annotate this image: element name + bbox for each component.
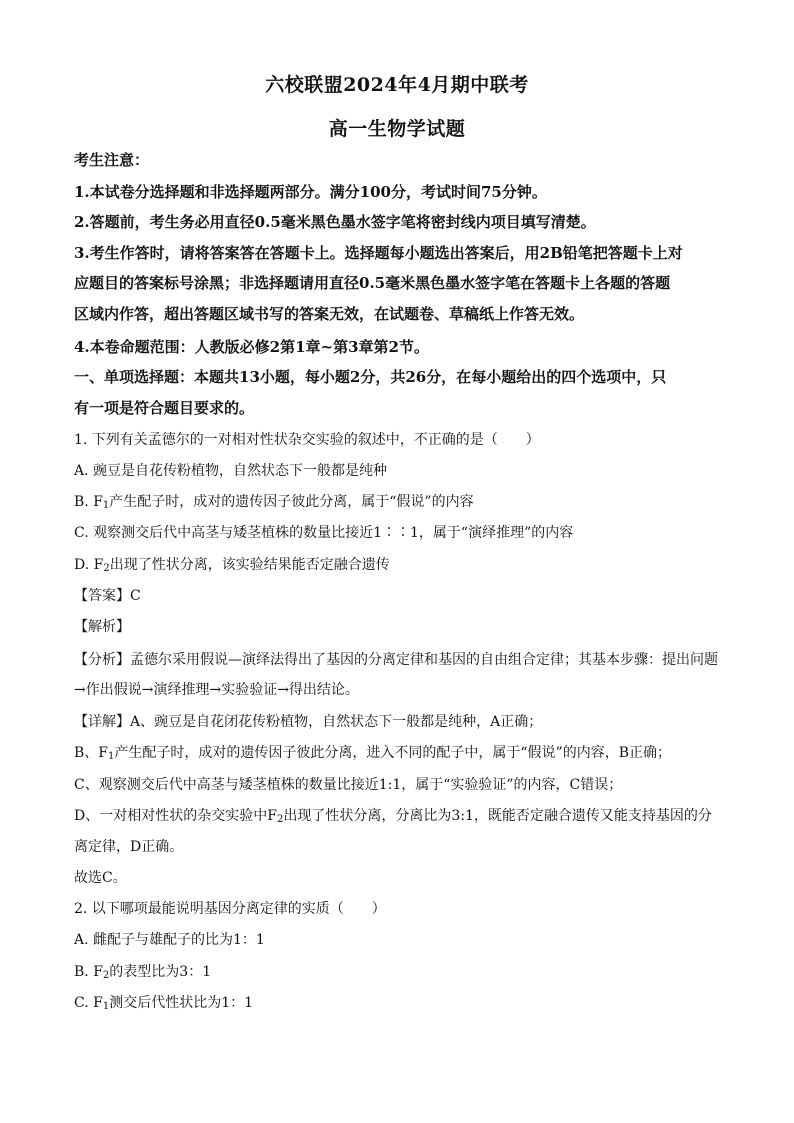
notice-heading: 考生注意：: [74, 151, 150, 169]
notice-item: 1.本试卷分选择题和非选择题两部分。满分100分，考试时间75分钟。: [74, 183, 547, 201]
analysis-text: 【分析】孟德尔采用假说—演绎法得出了基因的分离定律和基因的自由组合定律；其基本步骤：提出问题: [74, 652, 718, 668]
exam-title: 六校联盟2024年4月期中联考: [265, 74, 529, 96]
explanation-b: B、$F_1$产生配子时，成对的遗传因子彼此分离，进入不同的配子中，属于“假说”的内容，B正确；: [74, 745, 671, 762]
question-stem: 1. 下列有关孟德尔的一对相对性状杂交实验的叙述中，不正确的是（ ）: [74, 432, 540, 448]
explanation-d: D、一对相对性状的杂交实验中$F_2$出现了性状分离，分离比为3:1，既能否定融合遗传又能支持基因的分: [74, 808, 712, 825]
notice-item: 4.本卷命题范围：人教版必修2第1章~第3章第2节。: [74, 338, 429, 356]
option-d: D. $F_2$出现了性状分离，该实验结果能否定融合遗传: [74, 557, 390, 574]
analysis-text: →作出假说→演绎推理→实验验证→得出结论。: [74, 682, 359, 698]
analysis-label: 【解析】: [74, 619, 130, 635]
notice-item: 3.考生作答时，请将答案答在答题卡上。选择题每小题选出答案后，用2B铅笔把答题卡上对: [74, 244, 683, 262]
option-b: B. $F_1$产生配子时，成对的遗传因子彼此分离，属于“假说”的内容: [74, 494, 474, 511]
option-a: A. 豌豆是自花传粉植物，自然状态下一般都是纯种: [74, 463, 388, 479]
section-heading-cont: 有一项是符合题目要求的。: [74, 399, 255, 417]
exam-subtitle: 高一生物学试题: [328, 118, 466, 140]
explanation-c: C、观察测交后代中高茎与矮茎植株的数量比接近1:1，属于“实验验证”的内容，C错误；: [74, 777, 623, 793]
option-c: C. $F_1$测交后代性状比为1：1: [74, 995, 254, 1012]
notice-item: 应题目的答案标号涂黑；非选择题请用直径0.5毫米黑色墨水签字笔在答题卡上各题的答题: [74, 274, 671, 292]
notice-item: 2.答题前，考生务必用直径0.5毫米黑色墨水签字笔将密封线内项目填写清楚。: [74, 213, 596, 231]
section-heading: 一、单项选择题：本题共13小题，每小题2分，共26分，在每小题给出的四个选项中，只: [74, 368, 667, 386]
explanation-text: 【详解】A、豌豆是自花闭花传粉植物，自然状态下一般都是纯种，A正确；: [74, 714, 543, 730]
option-a: A. 雌配子与雄配子的比为1：1: [74, 932, 265, 948]
option-c: C. 观察测交后代中高茎与矮茎植株的数量比接近1∶∶1，属于“演绎推理”的内容: [74, 525, 574, 541]
notice-item: 区域内作答，超出答题区域书写的答案无效，在试题卷、草稿纸上作答无效。: [74, 305, 585, 323]
conclusion: 故选C。: [74, 870, 127, 886]
explanation-d-cont: 离定律，D正确。: [74, 839, 184, 855]
option-b: B. $F_2$的表型比为3：1: [74, 964, 212, 981]
question-stem: 2. 以下哪项最能说明基因分离定律的实质（ ）: [74, 901, 386, 917]
answer: 【答案】C: [74, 588, 141, 604]
